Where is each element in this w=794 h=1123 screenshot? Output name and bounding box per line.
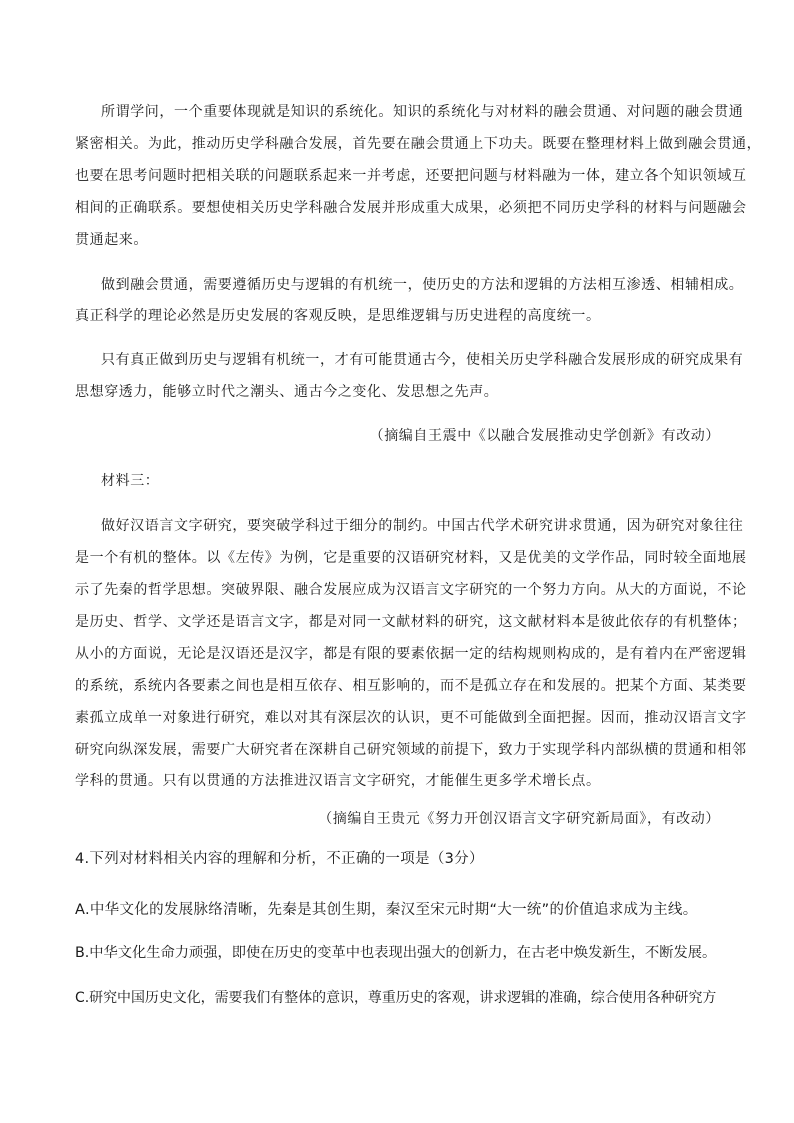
paragraph-line: 只有真正做到历史与逻辑有机统一，才有可能贯通古今，使相关历史学科融合发展形成的研究成果有 <box>101 352 744 368</box>
paragraph-line: 研究向纵深发展，需要广大研究者在深耕自己研究领域的前提下，致力于实现学科内部纵横的贯通和相邻 <box>75 742 747 758</box>
paragraph-line: 做好汉语言文字研究，要突破学科过于细分的制约。中国古代学术研究讲求贯通，因为研究对象往往 <box>101 518 744 534</box>
paragraph-line: 从小的方面说，无论是汉语还是汉字，都是有限的要素依据一定的结构规则构成的，是有着内在严密逻辑 <box>75 646 747 662</box>
paragraph-line: 紧密相关。为此，推动历史学科融合发展，首先要在融会贯通上下功夫。既要在整理材料上做到融会贯通， <box>75 136 762 152</box>
source-citation-1: （摘编自王震中《以融合发展推动史学创新》有改动） <box>369 428 720 444</box>
paragraph-line: 是历史、哲学、文学还是语言文字，都是对同一文献材料的研究，这文献材料本是彼此依存的有机整体； <box>75 614 747 630</box>
source-citation-2: （摘编自王贵元《努力开创汉语言文字研究新局面》，有改动） <box>318 811 720 827</box>
paragraph-line: 的系统，系统内各要素之间也是相互依存、相互影响的，而不是孤立存在和发展的。把某个方面、某类要 <box>75 678 747 694</box>
paragraph-line: 也要在思考问题时把相关联的问题联系起来一并考虑，还要把问题与材料融为一体，建立各个知识领域互 <box>75 168 747 184</box>
question-stem: 4.下列对材料相关内容的理解和分析，不正确的一项是（3分） <box>75 851 484 867</box>
option-c: C.研究中国历史文化，需要我们有整体的意识，尊重历史的客观，讲求逻辑的准确，综合使用各种研究方 <box>75 990 717 1006</box>
paragraph-line: 贯通起来。 <box>75 232 148 248</box>
paragraph-line: 真正科学的理论必然是历史发展的客观反映，是思维逻辑与历史进程的高度统一。 <box>75 308 601 324</box>
material-3-label: 材料三： <box>101 473 160 489</box>
paragraph-line: 学科的贯通。只有以贯通的方法推进汉语言文字研究，才能催生更多学术增长点。 <box>75 773 601 789</box>
paragraph-line: 素孤立成单一对象进行研究，难以对其有深层次的认识，更不可能做到全面把握。因而，推动汉语言文字 <box>75 710 747 726</box>
paragraph-line: 思想穿透力，能够立时代之潮头、通古今之变化、发思想之先声。 <box>75 384 499 400</box>
option-a: A.中华文化的发展脉络清晰，先秦是其创生期，秦汉至宋元时期“大一统”的价值追求成为主线。 <box>75 902 698 918</box>
option-b: B.中华文化生命力顽强，即使在历史的变革中也表现出强大的创新力，在古老中焕发新生，不断发展。 <box>75 945 717 961</box>
paragraph-line: 是一个有机的整体。以《左传》为例，它是重要的汉语研究材料，又是优美的文学作品，同时较全面地展 <box>75 550 747 566</box>
paragraph-line: 做到融会贯通，需要遵循历史与逻辑的有机统一，使历史的方法和逻辑的方法相互渗透、相辅相成。 <box>101 277 744 293</box>
paragraph-line: 相间的正确联系。要想使相关历史学科融合发展并形成重大成果，必须把不同历史学科的材料与问题融会 <box>75 200 747 216</box>
paragraph-line: 所谓学问，一个重要体现就是知识的系统化。知识的系统化与对材料的融会贯通、对问题的融会贯通 <box>101 104 744 120</box>
paragraph-line: 示了先秦的哲学思想。突破界限、融合发展应成为汉语言文字研究的一个努力方向。从大的方面说，不论 <box>75 582 747 598</box>
